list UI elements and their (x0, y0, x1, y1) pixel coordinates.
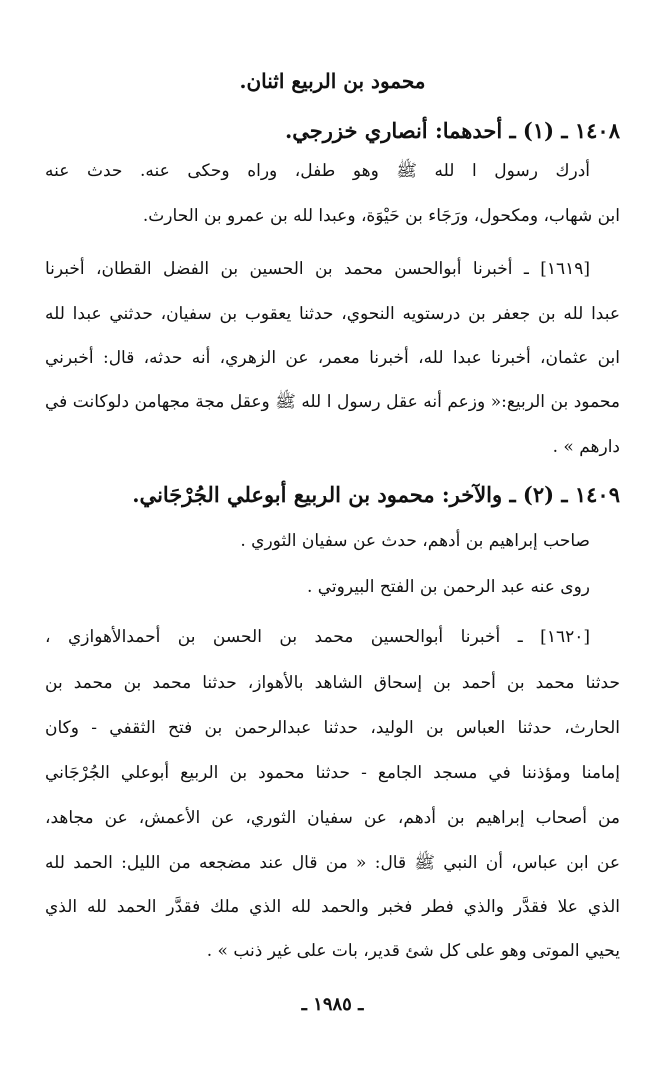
entry-1409-heading: ١٤٠٩ ـ (٢) ـ والآخر: محمود بن الربيع أبوعلي الجُرْجَاني. (132, 482, 620, 507)
hadith-1620-line: [١٦٢٠] ـ أخبرنا أبوالحسين محمد بن الحسن بن أحمدالأهوازي ، (45, 627, 590, 647)
hadith-1620-line: الذي علا فقدَّر والذي فطر فخبر والحمد لله الذي ملك فقدَّر الحمد لله الذي (45, 897, 620, 917)
page-number: ـ ١٩٨٥ ـ (301, 994, 364, 1015)
hadith-1620-line: حدثنا محمد بن أحمد بن إسحاق الشاهد بالأهواز، حدثنا محمد بن محمد بن (45, 673, 620, 693)
entry-1408-line: ابن شهاب، ومكحول، ورَجَاء بن حَيْوَة، وعبدا لله بن عمرو بن الحارث. (142, 206, 620, 226)
hadith-1620-line: الحارث، حدثنا العباس بن الوليد، حدثنا عبدالرحمن بن فتح الثقفي - وكان (45, 718, 620, 738)
page-title: محمود بن الربيع اثنان. (239, 69, 426, 93)
hadith-1620-line: إمامنا ومؤذننا في مسجد الجامع - حدثنا محمود بن الربيع أبوعلي الجُرْجَاني (45, 763, 620, 783)
hadith-1620-line: عن ابن عباس، أن النبي ﷺ قال: « من قال عند مضجعه من الليل: الحمد لله (45, 853, 620, 873)
entry-1409-line: صاحب إبراهيم بن أدهم، حدث عن سفيان الثوري . (240, 531, 590, 551)
hadith-1619-line: [١٦١٩] ـ أخبرنا أبوالحسن محمد بن الحسين بن الفضل القطان، أخبرنا (45, 259, 590, 279)
hadith-1619-line: محمود بن الربيع:« وزعم أنه عقل رسول ا لله ﷺ وعقل مجة مجهامن دلوكانت في (45, 392, 620, 412)
hadith-1619-line: ابن عثمان، أخبرنا عبدا لله، أخبرنا معمر، عن الزهري، أنه حدثه، قال: أخبرني (45, 348, 620, 368)
hadith-1620-line: يحيي الموتى وهو على كل شئ قدير، بات على غير ذنب » . (206, 941, 620, 961)
entry-1408-line: أدرك رسول ا لله ﷺ وهو طفل، وراه وحكى عنه. حدث عنه (45, 161, 590, 181)
hadith-1619-line: دارهم » . (552, 437, 620, 457)
hadith-1619-line: عبدا لله بن جعفر بن درستويه النحوي، حدثنا يعقوب بن سفيان، حدثني عبدا لله (45, 304, 620, 324)
entry-1409-line: روى عنه عبد الرحمن بن الفتح البيروتي . (306, 577, 590, 597)
entry-1408-heading: ١٤٠٨ ـ (١) ـ أحدهما: أنصاري خزرجي. (284, 118, 620, 143)
hadith-1620-line: من أصحاب إبراهيم بن أدهم، عن سفيان الثوري، عن الأعمش، عن مجاهد، (45, 808, 620, 828)
